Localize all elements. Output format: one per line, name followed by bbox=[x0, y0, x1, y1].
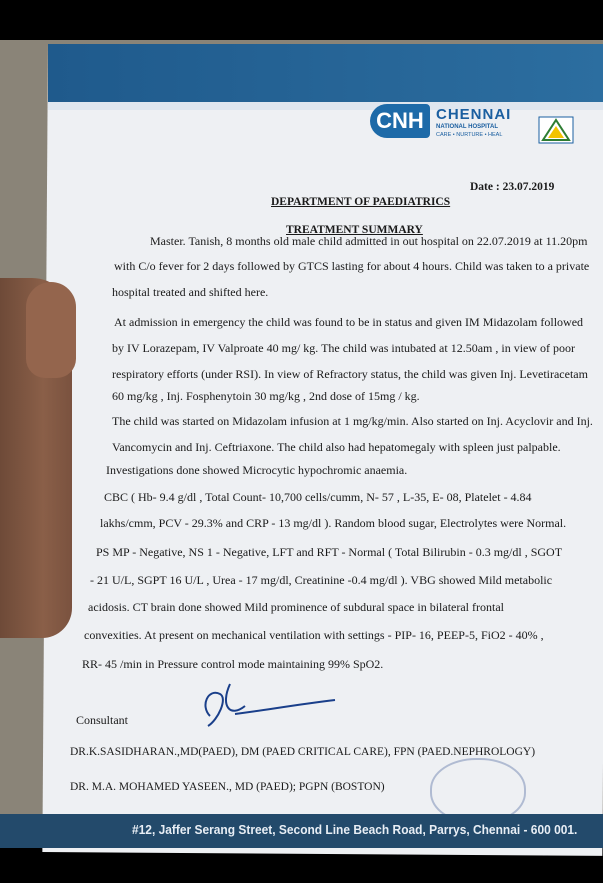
hospital-tagline: CARE • NURTURE • HEAL bbox=[436, 132, 503, 138]
body-line: - 21 U/L, SGPT 16 U/L , Urea - 17 mg/dl, Creatinine -0.4 mg/dl ). VBG showed Mild metabolic bbox=[90, 573, 553, 587]
body-line: 60 mg/kg , Inj. Fosphenytoin 30 mg/kg , 2nd dose of 15mg / kg. bbox=[112, 389, 420, 403]
body-line: with C/o fever for 2 days followed by GTCS lasting for about 4 hours. Child was taken to a private bbox=[114, 259, 590, 273]
body-line: respiratory efforts (under RSI). In view of Refractory status, the child was given Inj. Levetiracetam bbox=[112, 367, 588, 381]
letterhead-stripe bbox=[48, 102, 603, 110]
body-line: convexities. At present on mechanical ventilation with settings - PIP- 16, PEEP-5, FiO2 - 40% , bbox=[84, 628, 544, 642]
body-line: Investigations done showed Microcytic hypochromic anaemia. bbox=[106, 463, 408, 477]
hospital-name-line2: NATIONAL HOSPITAL bbox=[436, 124, 498, 130]
hospital-name: CHENNAI bbox=[436, 106, 512, 123]
accreditation-badge-icon bbox=[538, 116, 574, 144]
thumb bbox=[26, 282, 76, 378]
body-line: CBC ( Hb- 9.4 g/dl , Total Count- 10,700 cells/cumm, N- 57 , L-35, E- 08, Platelet - 4.84 bbox=[104, 490, 532, 504]
body-line: PS MP - Negative, NS 1 - Negative, LFT and RFT - Normal ( Total Bilirubin - 0.3 mg/dl , SGOT bbox=[96, 545, 563, 559]
footer-address: #12, Jaffer Serang Street, Second Line Beach Road, Parrys, Chennai - 600 001. bbox=[132, 822, 578, 837]
body-line: acidosis. CT brain done showed Mild prominence of subdural space in bilateral frontal bbox=[88, 600, 505, 614]
body-line: lakhs/cmm, PCV - 29.3% and CRP - 13 mg/dl ). Random blood sugar, Electrolytes were Normal. bbox=[100, 516, 567, 530]
signature-icon bbox=[190, 676, 340, 736]
body-line: The child was started on Midazolam infusion at 1 mg/kg/min. Also started on Inj. Acyclovir and Inj. bbox=[112, 414, 593, 428]
body-line: At admission in emergency the child was found to be in status and given IM Midazolam followed bbox=[114, 315, 584, 329]
department-heading: DEPARTMENT OF PAEDIATRICS bbox=[271, 196, 451, 208]
body-line: hospital treated and shifted here. bbox=[112, 285, 269, 299]
doctor-2: DR. M.A. MOHAMED YASEEN., MD (PAED); PGPN (BOSTON) bbox=[70, 781, 385, 793]
body-line: Vancomycin and Inj. Ceftriaxone. The child also had hepatomegaly with spleen just palpable. bbox=[112, 440, 561, 454]
doctor-1: DR.K.SASIDHARAN.,MD(PAED), DM (PAED CRITICAL CARE), FPN (PAED.NEPHROLOGY) bbox=[70, 746, 536, 758]
body-line: RR- 45 /min in Pressure control mode maintaining 99% SpO2. bbox=[82, 657, 384, 671]
body-line: Master. Tanish, 8 months old male child admitted in out hospital on 22.07.2019 at 11.20pm bbox=[150, 234, 588, 248]
letterhead-band bbox=[48, 44, 603, 102]
body-line: by IV Lorazepam, IV Valproate 40 mg/ kg. The child was intubated at 12.50am , in view of poor bbox=[112, 341, 576, 355]
document-title: TREATMENT SUMMARY bbox=[286, 224, 423, 236]
document-date: Date : 23.07.2019 bbox=[470, 181, 555, 193]
consultant-label: Consultant bbox=[76, 713, 129, 727]
logo-mark: CNH bbox=[370, 104, 430, 138]
